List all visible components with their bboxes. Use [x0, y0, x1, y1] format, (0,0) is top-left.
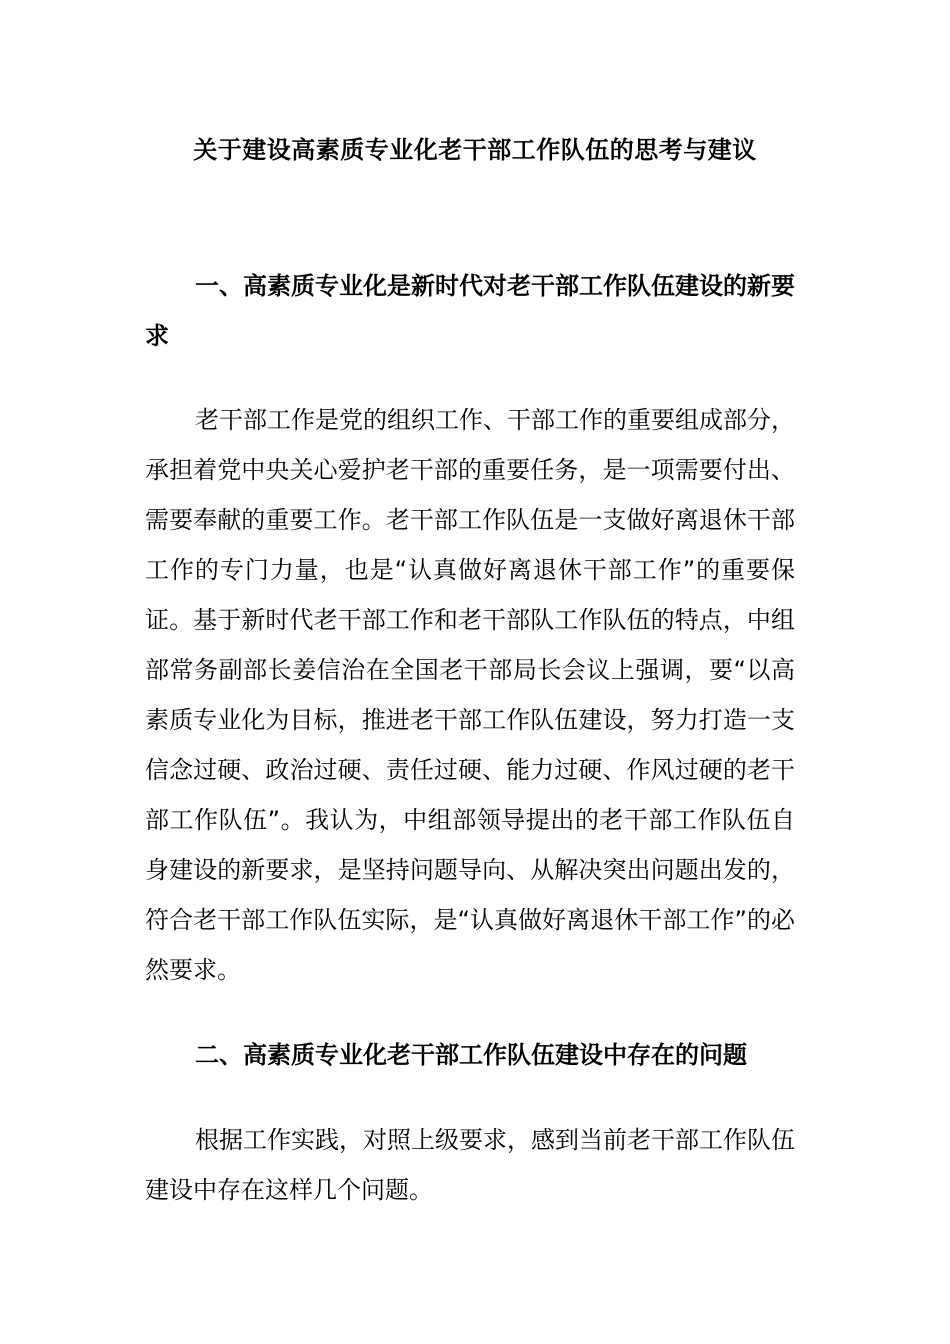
section-2-paragraph-text: 根据工作实践，对照上级要求，感到当前老干部工作队伍建设中存在这样几个问题。 — [145, 1126, 795, 1204]
section-1-paragraph — [145, 395, 795, 995]
document-title: 关于建设高素质专业化老干部工作队伍的思考与建议 — [193, 136, 757, 164]
section-2-heading — [145, 1030, 795, 1080]
section-2-paragraph — [145, 1115, 795, 1215]
section-2-heading-text: 二、高素质专业化老干部工作队伍建设中存在的问题 — [195, 1041, 747, 1069]
section-1-paragraph-text: 老干部工作是党的组织工作、干部工作的重要组成部分，承担着党中央关心爱护老干部的重要任务，是一项需要付出、需要奉献的重要工作。老干部工作队伍是一支做好离退休干部工作的专门力量，也是“认真做好离退休干部工作”的重要保证。基于新时代老干部工作和老干部队工作队伍的特点，中组部常务副部长姜信治在全国老干部局长会议上强调，要“以高素质专业化为目标，推进老干部工作队伍建设，努力打造一支信念过硬、政治过硬、责任过硬、能力过硬、作风过硬的老干部工作队伍”。我认为，中组部领导提出的老干部工作队伍自身建设的新要求，是坚持问题导向、从解决突出问题出发的，符合老干部工作队伍实际，是“认真做好离退休干部工作”的必然要求。 — [145, 406, 795, 984]
section-1-heading-text: 一、高素质专业化是新时代对老干部工作队伍建设的新要求 — [145, 272, 795, 350]
section-1-heading — [145, 261, 795, 361]
